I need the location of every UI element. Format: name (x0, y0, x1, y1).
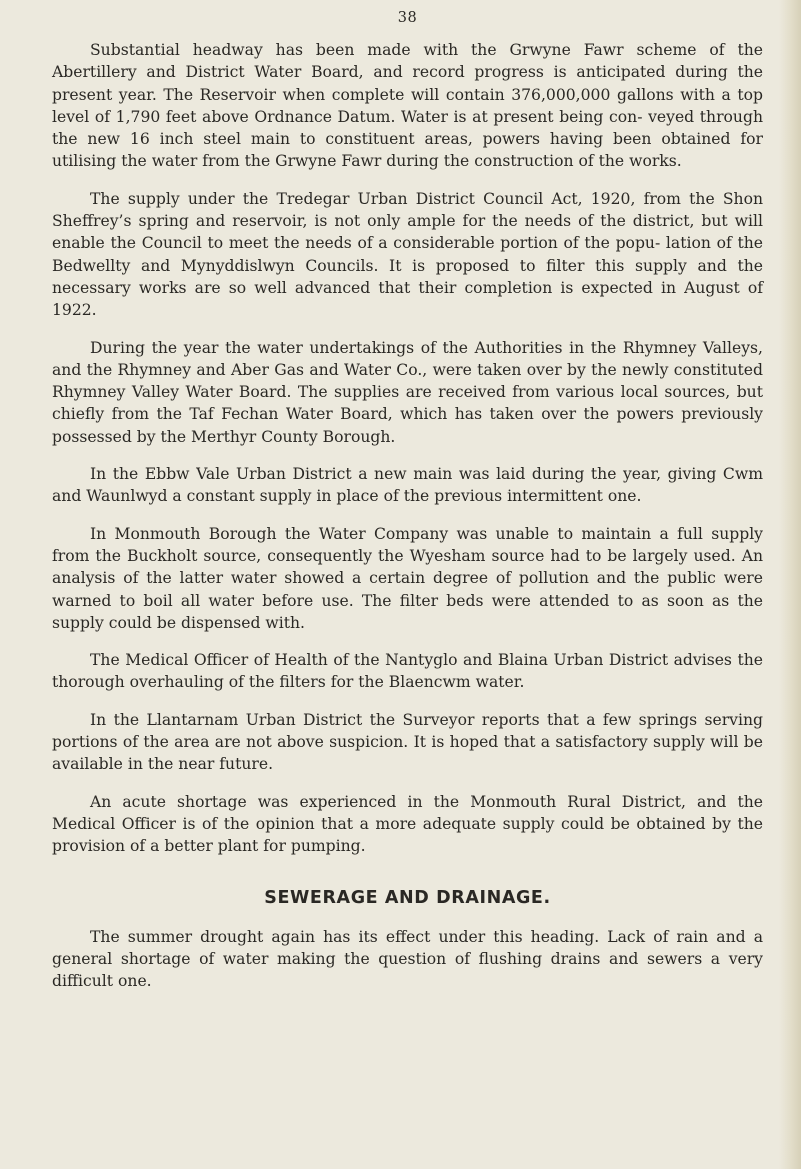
paragraph-tredegar-supply: The supply under the Tredegar Urban District Council Act, 1920, from the Shon Sheffrey’s spring and reservoir, is not only ample for the needs of the district, but will enable the Council to meet the needs of a considerable portion of the popu- lation of the Bedwellty and Mynyddislwyn Councils. It is proposed to filter this supply and the necessary works are so well advanced that their completion is expected in August of 1922. (52, 189, 763, 320)
page-edge-shadow (779, 0, 801, 1169)
paragraph-summer-drought: The summer drought again has its effect under this heading. Lack of rain and a general shortage of water making the question of flushing drains and sewers a very difficult one. (52, 927, 763, 991)
paragraph-monmouth-rural: An acute shortage was experienced in the Monmouth Rural District, and the Medical Officer is of the opinion that a more adequate supply could be obtained by the provision of a better plant for pumping. (52, 792, 763, 856)
paragraph-grwyne-fawr-scheme: Substantial headway has been made with the Grwyne Fawr scheme of the Abertillery and District Water Board, and record progress is anticipated during the present year. The Reservoir when complete will contain 376,000,000 gallons with a top level of 1,790 feet above Ordnance Datum. Water is at present being con- veyed through the new 16 inch steel main to constituent areas, powers having been obtained for utilising the water from the Grwyne Fawr during the construction of the works. (52, 41, 763, 171)
paragraph-rhymney-valley-board: During the year the water undertakings of the Authorities in the Rhymney Valleys, and the Rhymney and Aber Gas and Water Co., were taken over by the newly constituted Rhymney Valley Water Board. The supplies are received from various local sources, but chiefly from the Taf Fechan Water Board, which has taken over the powers previously possessed by the Merthyr County Borough. (52, 338, 763, 446)
paragraph-nantyglo-blaina: The Medical Officer of Health of the Nantyglo and Blaina Urban District advises the thorough overhauling of the filters for the Blaencwm water. (52, 651, 763, 692)
section-heading-sewerage: SEWERAGE AND DRAINAGE. (264, 887, 551, 908)
paragraph-ebbw-vale-main: In the Ebbw Vale Urban District a new main was laid during the year, giving Cwm and Waunlwyd a constant supply in place of the previous intermittent one. (52, 465, 763, 506)
page-number: 38 (397, 10, 418, 26)
paragraph-llantarnam: In the Llantarnam Urban District the Surveyor reports that a few springs serving portions of the area are not above suspicion. It is hoped that a satisfactory supply will be available in the near future. (52, 710, 763, 774)
paragraph-monmouth-borough: In Monmouth Borough the Water Company was unable to maintain a full supply from the Buckholt source, consequently the Wyesham source had to be largely used. An analysis of the latter water showed a certain degree of pollution and the public were warned to boil all water before use. The filter beds were attended to as soon as the supply could be dispensed with. (52, 524, 763, 632)
